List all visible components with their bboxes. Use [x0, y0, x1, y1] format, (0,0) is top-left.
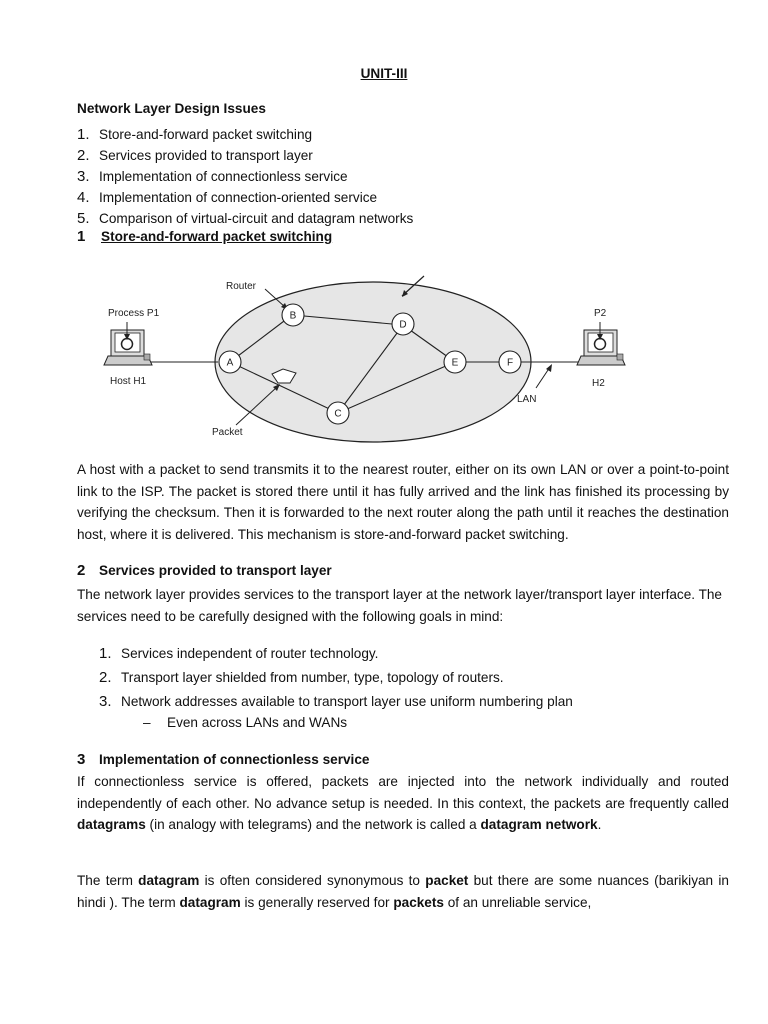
router-label: Router [226, 281, 257, 292]
goal-text: Transport layer shielded from number, type, topology of routers. [121, 670, 504, 685]
toc-num: 5. [77, 210, 90, 227]
router-d-label: D [399, 319, 407, 331]
heading-text: Implementation of connectionless service [99, 752, 370, 767]
heading-number: 2 [77, 562, 86, 579]
host-h2-computer-icon [577, 322, 625, 365]
heading-text: Store-and-forward packet switching [101, 229, 333, 244]
heading-connectionless [77, 751, 369, 768]
router-c-label: C [334, 408, 342, 420]
paragraph-connectionless [77, 771, 729, 836]
heading-store-and-forward [77, 228, 332, 245]
router-d [392, 313, 414, 335]
goals-list [99, 642, 573, 714]
toc-text: Implementation of connectionless service [99, 169, 348, 184]
goal-item [99, 666, 573, 690]
store-and-forward-diagram [100, 270, 660, 450]
toc-num: 2. [77, 147, 90, 164]
host-h1-label: Host H1 [110, 376, 147, 387]
toc-item [77, 166, 413, 187]
heading-services [77, 562, 332, 579]
sub-item-dash: – [143, 715, 151, 730]
router-b-label: B [289, 310, 297, 322]
router-c [327, 402, 349, 424]
lan-pointer [536, 367, 550, 388]
toc-item [77, 124, 413, 145]
goal-num: 1. [99, 645, 112, 662]
router-a [219, 351, 241, 373]
text-run: (in analogy with telegrams) and the network is called a [145, 817, 481, 832]
paragraph-services: The network layer provides services to the transport layer at the network layer/transport layer interface. The services need to be carefully designed with the following goals in mind: [77, 587, 722, 624]
goal-text: Services independent of router technology. [121, 646, 379, 661]
toc-text: Store-and-forward packet switching [99, 127, 313, 142]
process-p1-label: Process P1 [108, 308, 160, 319]
bold-term: datagrams [77, 817, 146, 832]
goal-num: 3. [99, 693, 112, 710]
section-title: Network Layer Design Issues [77, 101, 266, 116]
goal-text: Network addresses available to transport layer use uniform numbering plan [121, 694, 573, 709]
text-run: but there are some nuances (barikiyan in hindi ). The term [77, 873, 729, 910]
host-h1-computer-icon [104, 322, 152, 365]
text-run: The term [77, 873, 139, 888]
sub-item-text: Even across LANs and WANs [167, 715, 348, 730]
toc-num: 4. [77, 189, 90, 206]
text-run: of an unreliable service, [443, 894, 592, 910]
toc-text: Implementation of connection-oriented service [99, 190, 378, 205]
toc-text: Services provided to transport layer [99, 148, 313, 163]
p2-label: P2 [594, 308, 607, 319]
bold-term: datagram [138, 873, 200, 888]
bold-term: packets [393, 894, 444, 910]
text-run: is often considered synonymous to [199, 873, 426, 888]
text-run: If connectionless service is offered, packets are injected into the network individually and routed independently of each other. No advance setup is needed. In this context, the packets are frequently called [77, 774, 729, 811]
goal-item [99, 690, 573, 714]
toc-list [77, 124, 413, 229]
text-run: is generally reserved for [240, 894, 394, 910]
toc-num: 3. [77, 168, 90, 185]
bold-term: packet [425, 873, 469, 888]
goal-item [99, 642, 573, 666]
router-b [282, 304, 304, 326]
sub-item [143, 715, 347, 730]
toc-item [77, 145, 413, 166]
router-f [499, 351, 521, 373]
lan-label: LAN [517, 394, 537, 405]
toc-item [77, 187, 413, 208]
paragraph-store-and-forward: A host with a packet to send transmits it to the nearest router, either on its own LAN or over a point-to-point link to the ISP. The packet is stored there until it has fully arrived and the link has finished its processing by verifying the checksum. Then it is forwarded to the next router along the path until it reaches the destination host, where it is delivered. This mechanism is store-and-forward packet switching. [77, 462, 729, 542]
h2-label: H2 [592, 378, 605, 389]
bold-term: datagram network [480, 817, 598, 832]
text-run: . [597, 817, 602, 832]
router-f-label: F [506, 357, 514, 369]
heading-number: 3 [77, 751, 86, 768]
router-a-label: A [226, 357, 234, 369]
heading-text: Services provided to transport layer [99, 563, 332, 578]
toc-num: 1. [77, 126, 90, 143]
router-e-label: E [451, 357, 459, 369]
bold-term: datagram [179, 894, 241, 910]
toc-text: Comparison of virtual-circuit and datagram networks [99, 211, 414, 226]
goal-num: 2. [99, 669, 112, 686]
unit-title: UNIT-III [360, 66, 408, 81]
packet-label: Packet [212, 427, 243, 438]
heading-number: 1 [77, 228, 86, 245]
router-e [444, 351, 466, 373]
toc-item [77, 208, 413, 229]
paragraph-datagram-term [77, 870, 729, 913]
